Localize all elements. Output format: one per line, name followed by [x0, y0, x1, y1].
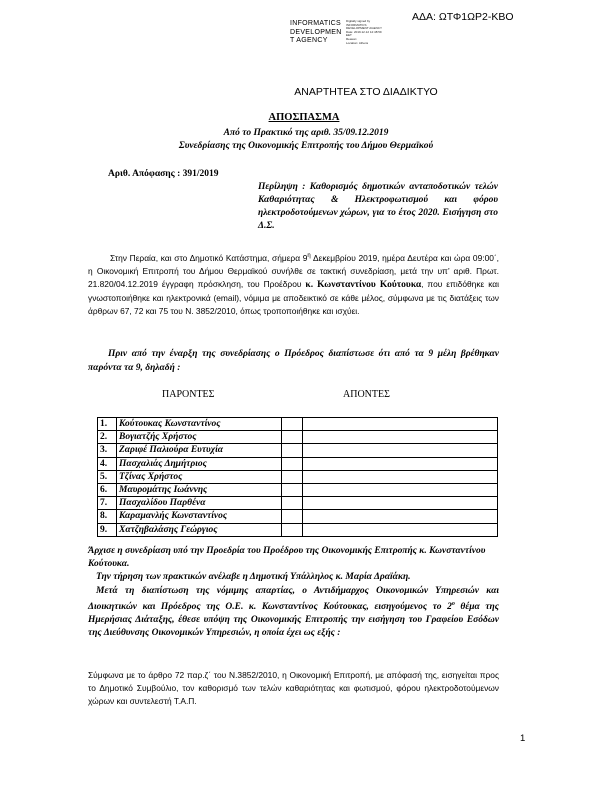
present-label: ΠΑΡΟΝΤΕΣ — [162, 389, 215, 400]
stamp-detail-line: Digitally signed by — [346, 19, 371, 23]
agenda-item-text: Μετά τη διαπίστωση της νόμιμης απαρτίας, ο Αντιδήμαρχος Οικονομικών Υπηρεσιών και Διοικητικών και Πρόεδρος της Ο.Ε. κ. Κωνσταντίνος Κούτουκας, εισηγούμενος το $2^o$ θέμα της Ημερήσιας Διάταξης, έθεσε υπόψη της Οικονομικής Επιτροπής την εισήγηση του Γραφείου Εσόδων της Διεύθυνσης Οικονομικών Υπηρεσιών, η οποία έχει ως εξής : — [88, 586, 499, 638]
committee-session: Συνεδρίασης της Οικονομικής Επιτροπής του Δήμου Θερμαϊκού — [178, 141, 434, 151]
stamp-detail-line: INFORMATICS — [346, 22, 367, 27]
absent-cell — [303, 523, 498, 536]
stamp-detail-line: Date: 2019.12.12 12:48:59 — [346, 29, 382, 34]
ada-code: ΑΔΑ: ΩΤΦ1ΩΡ2-ΚΒΟ — [412, 11, 514, 23]
attendee-name: Καραμανλής Κωνσταντίνος — [117, 510, 282, 523]
attendee-row — [98, 470, 498, 483]
attendee-name: Χατζηβαλάσης Γεώργιος — [117, 523, 282, 536]
page-number: 1 — [520, 733, 526, 744]
attendee-number: 4. — [98, 457, 117, 470]
absent-cell — [303, 431, 498, 444]
attendee-row — [98, 510, 498, 523]
stamp-detail-line: Reason: — [346, 36, 358, 41]
decision-number: Αριθ. Απόφασης : 391/2019 — [108, 169, 219, 179]
attendee-row — [98, 523, 498, 536]
absent-cell — [303, 483, 498, 496]
present-cell — [282, 523, 303, 536]
present-cell — [282, 418, 303, 431]
posting-heading: ΑΝΑΡΤΗΤΕΑ ΣΤΟ ΔΙΑΔΙΚΤΥΟ — [294, 86, 438, 98]
stamp-line: DEVELOPMEN — [290, 28, 342, 36]
proposal-paragraph: Σύμφωνα με το άρθρο 72 παρ.ζ΄ του Ν.3852/2010, η Οικονομική Επιτροπή, με απόφασή της, εισηγείται προς το Δημοτικό Συμβούλιο, τον καθορισμό των τελών καθαριότητας και φωτισμού, φόρου ηλεκτροδοτούμενων χώρων και συντελεστή Τ.Α.Π. — [88, 670, 499, 707]
attendee-row — [98, 418, 498, 431]
attendee-name: Πασχαλίδου Παρθένα — [117, 497, 282, 510]
present-cell — [282, 444, 303, 457]
attendee-number: 3. — [98, 444, 117, 457]
minutes-keeper-text: Την τήρηση των πρακτικών ανέλαβε η Δημοτική Υπάλληλος κ. Μαρία Δραϊάκη. — [96, 572, 411, 582]
meeting-paragraph: Στην Περαία, και στο Δημοτικό Κατάστημα, σήμερα $9^\eta$ Δεκεμβρίου 2019, ημέρα Δευτέρα και ώρα 09:00΄, η Οικονομική Επιτροπή του Δήμου Θερμαϊκού συνήλθε σε τακτική συνεδρίαση, μετά την υπ’ αριθ. Πρωτ. 21.820/04.12.2019 έγγραφη πρόσκληση, του Προέδρου κ. Κωνσταντίνου Κούτουκα, που επιδόθηκε και γνωστοποιήθηκε και ηλεκτρονικά (email), νόμιμα με αποδεικτικό σε κάθε μέλος, σύμφωνα με τις διατάξεις των άρθρων 67, 72 και 75 του Ν. 3852/2010, όπως τροποποιήθηκε και ισχύει. — [88, 252, 500, 317]
present-cell — [282, 431, 303, 444]
quorum-paragraph: Πριν από την έναρξη της συνεδρίασης ο Πρόεδρος διαπίστωσε ότι από τα 9 μέλη βρέθηκαν παρόντα τα 9, δηλαδή : — [88, 349, 499, 373]
attendee-number: 8. — [98, 510, 117, 523]
present-cell — [282, 483, 303, 496]
present-cell — [282, 470, 303, 483]
attendee-name: Κούτουκας Κωνσταντίνος — [117, 418, 282, 431]
absent-cell — [303, 497, 498, 510]
attendee-row — [98, 457, 498, 470]
attendee-number: 2. — [98, 431, 117, 444]
attendee-number: 7. — [98, 497, 117, 510]
session-start-text: Άρχισε η συνεδρίαση υπό την Προεδρία του Προέδρου της Οικονομικής Επιτροπής κ. Κωνσταντίνου Κούτουκα. — [88, 546, 486, 569]
attendee-number: 5. — [98, 470, 117, 483]
present-cell — [282, 457, 303, 470]
attendee-row — [98, 444, 498, 457]
absent-cell — [303, 470, 498, 483]
attendee-row — [98, 483, 498, 496]
present-cell — [282, 497, 303, 510]
attendance-table — [97, 417, 498, 537]
attendee-number: 1. — [98, 418, 117, 431]
attendee-row — [98, 497, 498, 510]
attendee-name: Ζαριφέ Παλιούρα Ευτυχία — [117, 444, 282, 457]
minutes-reference: Από το Πρακτικό της αριθ. 35/09.12.2019 — [223, 128, 389, 138]
absent-label: ΑΠΟΝΤΕΣ — [343, 389, 390, 400]
digital-signature-stamp — [290, 20, 400, 60]
attendee-name: Τζίνας Χρήστος — [117, 470, 282, 483]
present-cell — [282, 510, 303, 523]
attendee-row — [98, 431, 498, 444]
stamp-signer — [290, 20, 342, 46]
stamp-detail-line: EET — [346, 33, 352, 38]
absent-cell — [303, 418, 498, 431]
decision-summary: Περίληψη : Καθορισμός δημοτικών ανταποδοτικών τελών Καθαριότητας & Ηλεκτροφωτισμού και φόρου ηλεκτροδοτούμενων χώρων, για το έτος 2020. Εισήγηση στο Δ.Σ. — [258, 182, 498, 231]
attendee-name: Μαυρομάτης Ιωάννης — [117, 483, 282, 496]
absent-cell — [303, 457, 498, 470]
attendee-name: Βογιατζής Χρήστος — [117, 431, 282, 444]
attendee-number: 6. — [98, 483, 117, 496]
absent-cell — [303, 510, 498, 523]
attendee-number: 9. — [98, 523, 117, 536]
stamp-details — [346, 20, 382, 45]
stamp-line: T AGENCY — [290, 37, 328, 44]
absent-cell — [303, 444, 498, 457]
stamp-detail-line: DEVELOPMENT AGENCY — [346, 26, 382, 31]
attendee-name: Πασχαλιάς Δημήτριος — [117, 457, 282, 470]
stamp-detail-line: Location: Athens — [346, 40, 369, 45]
stamp-line: INFORMATICS — [290, 20, 342, 27]
document-title: ΑΠΟΣΠΑΣΜΑ — [268, 112, 340, 123]
